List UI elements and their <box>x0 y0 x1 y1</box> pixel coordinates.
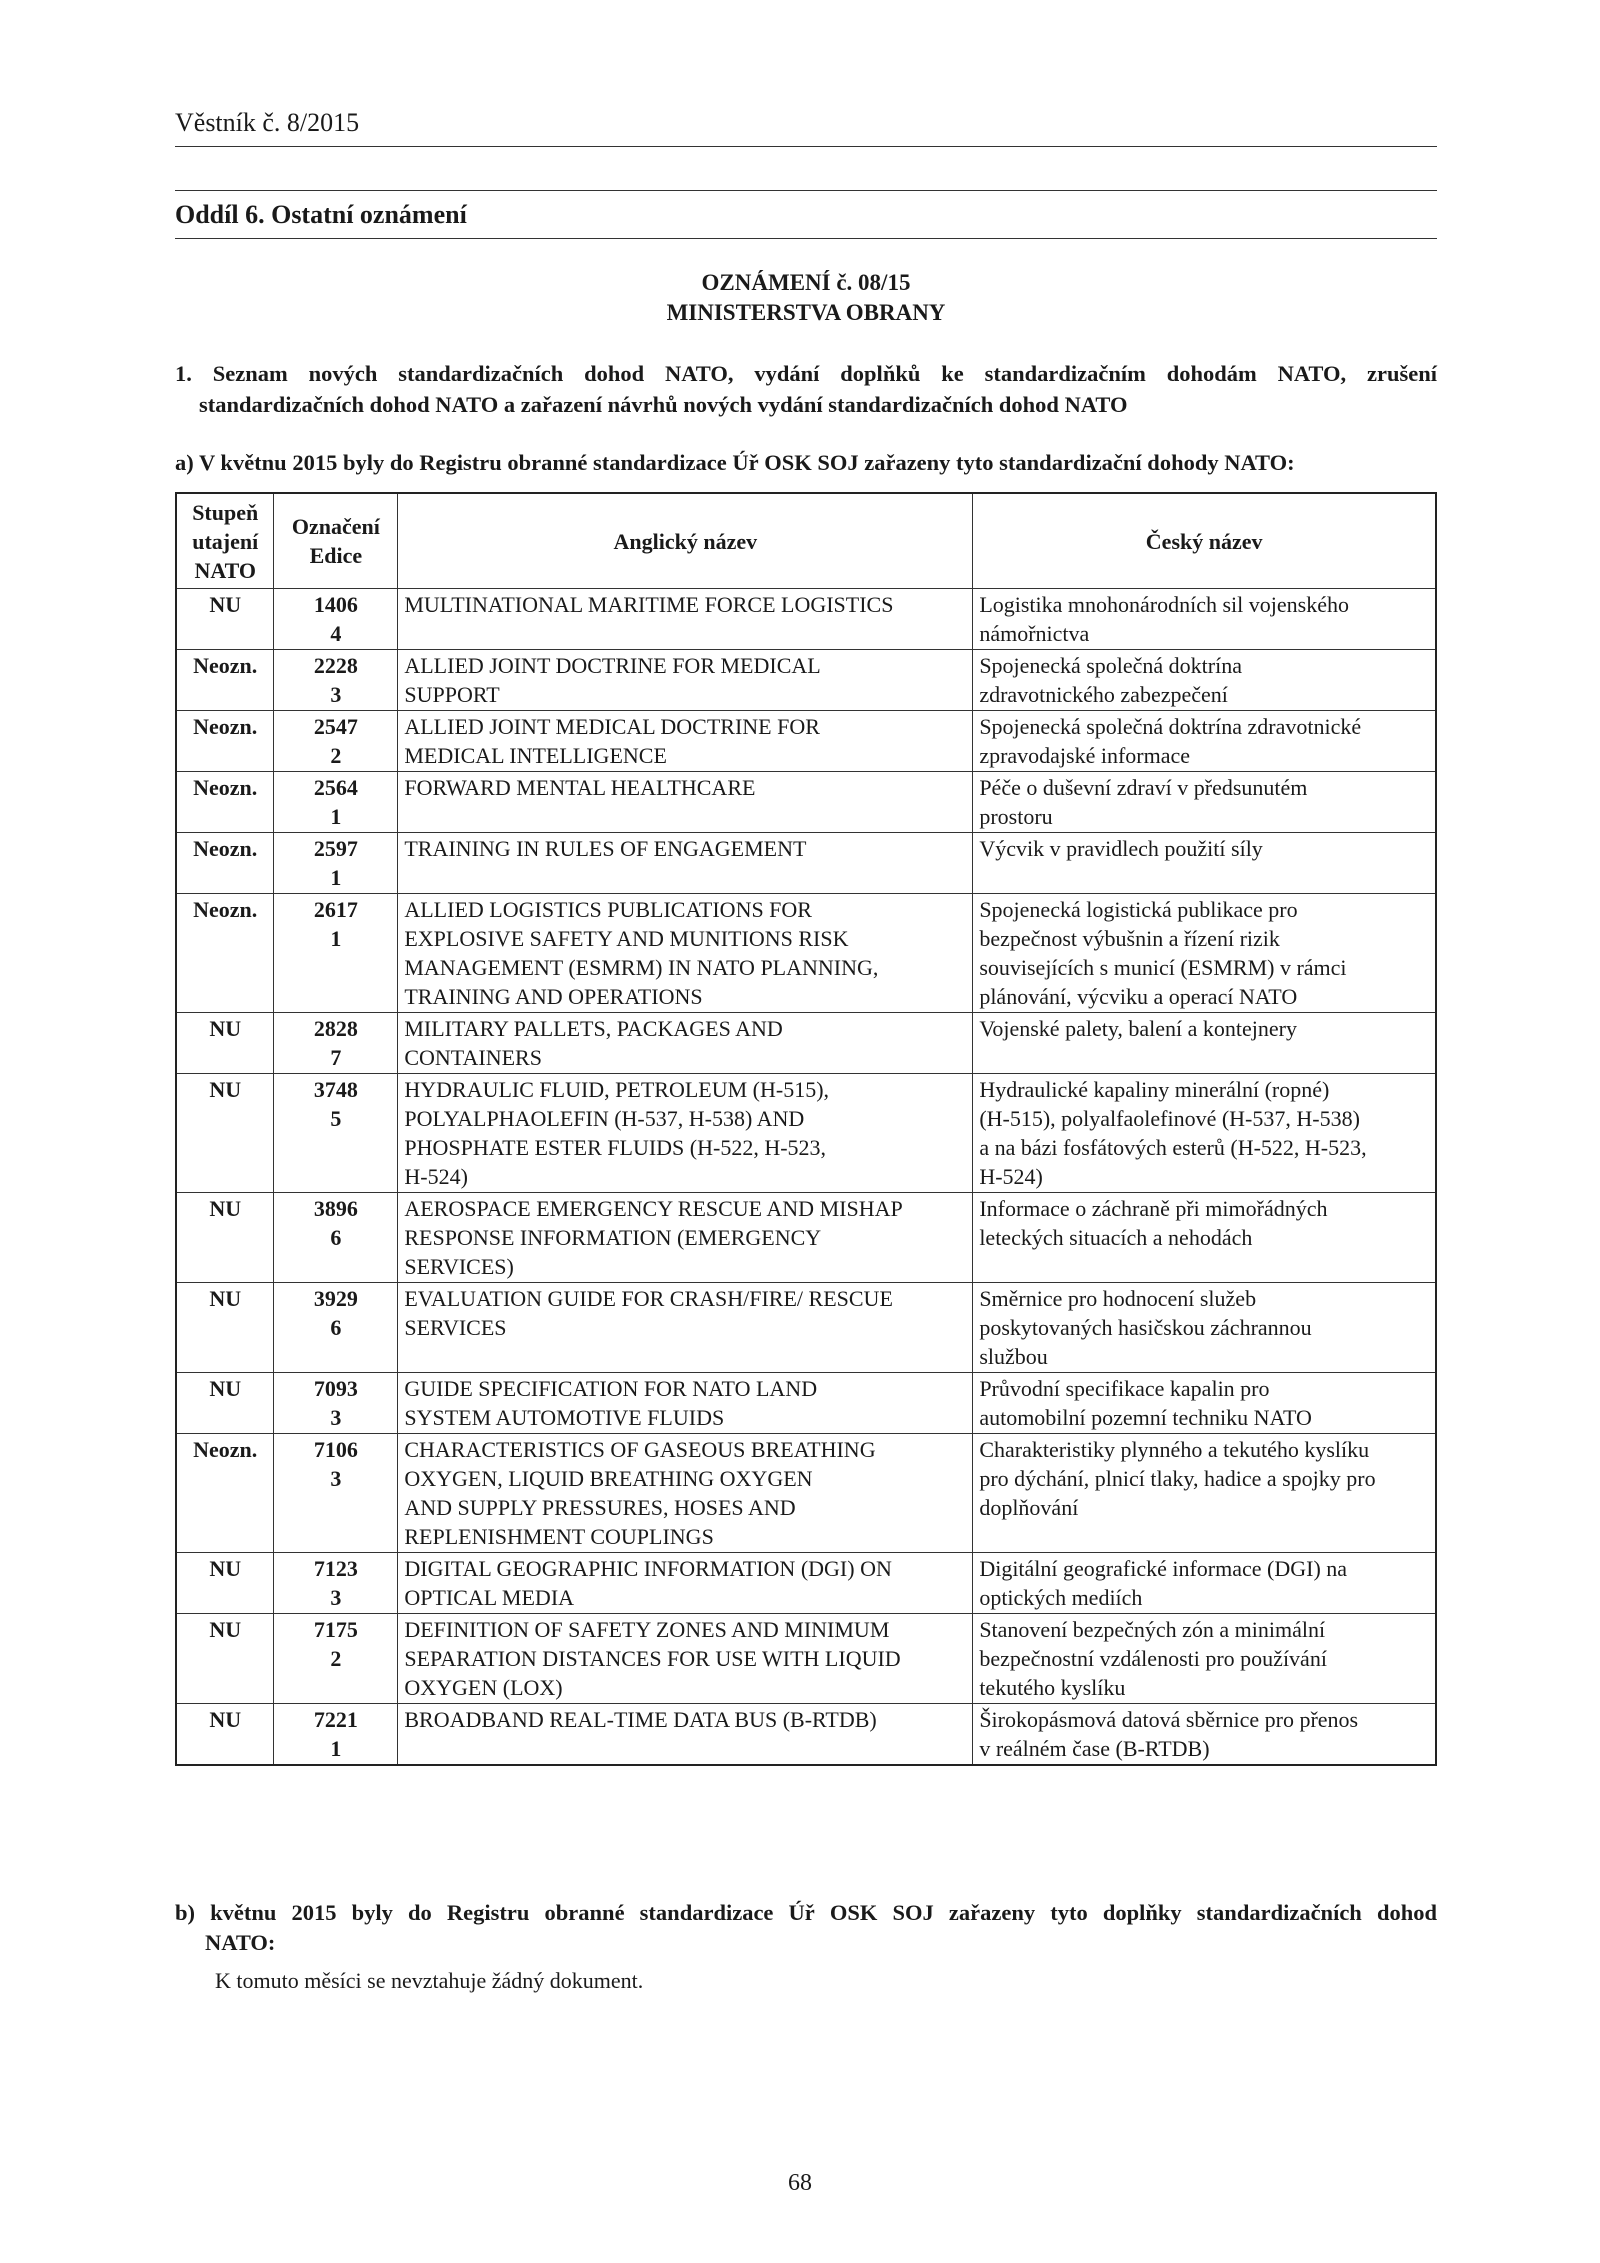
english-name-line: H-524) <box>404 1164 468 1189</box>
stanag-number: 7093 <box>313 1376 358 1401</box>
czech-name-cell <box>973 589 1436 650</box>
designation-cell <box>274 1013 398 1074</box>
table-body <box>176 589 1436 1766</box>
table-row <box>176 1553 1436 1614</box>
intro-paragraph <box>175 358 1437 420</box>
classification-cell: NU <box>176 589 274 650</box>
czech-name-line: Informace o záchraně při mimořádných <box>979 1196 1328 1221</box>
english-name-line: SERVICES <box>404 1315 507 1340</box>
czech-name-cell <box>973 1614 1436 1704</box>
table-row <box>176 833 1436 894</box>
czech-name-line: Spojenecká logistická publikace pro <box>979 897 1298 922</box>
stanag-number: 2564 <box>313 775 358 800</box>
header-classification <box>176 493 274 589</box>
czech-name-line: souvisejících s municí (ESMRM) v rámci <box>979 955 1347 980</box>
header-czech-name: Český název <box>973 493 1436 589</box>
classification-cell: Neozn. <box>176 772 274 833</box>
english-name-line: POLYALPHAOLEFIN (H-537, H-538) AND <box>404 1106 805 1131</box>
stanag-number: 2228 <box>313 653 358 678</box>
page-number: 68 <box>788 2170 812 2196</box>
classification-cell: NU <box>176 1614 274 1704</box>
english-name-line: ALLIED JOINT MEDICAL DOCTRINE FOR <box>404 714 820 739</box>
stanag-number: 7221 <box>313 1707 358 1732</box>
english-name-line: RESPONSE INFORMATION (EMERGENCY <box>404 1225 822 1250</box>
table-row <box>176 772 1436 833</box>
czech-name-cell <box>973 711 1436 772</box>
notice-title-line1: OZNÁMENÍ č. 08/15 <box>701 270 911 295</box>
english-name-cell <box>398 589 973 650</box>
english-name-cell <box>398 1614 973 1704</box>
table-row <box>176 1193 1436 1283</box>
stanag-number: 3896 <box>313 1196 358 1221</box>
czech-name-line: doplňování <box>979 1495 1079 1520</box>
paragraph-b-line: NATO: <box>205 1930 276 1955</box>
classification-cell: NU <box>176 1013 274 1074</box>
english-name-line: CONTAINERS <box>404 1045 542 1070</box>
czech-name-line: Výcvik v pravidlech použití síly <box>979 836 1263 861</box>
designation-cell <box>274 1193 398 1283</box>
english-name-line: MULTINATIONAL MARITIME FORCE LOGISTICS <box>404 592 894 617</box>
english-name-cell <box>398 894 973 1013</box>
english-name-line: CHARACTERISTICS OF GASEOUS BREATHING <box>404 1437 876 1462</box>
stanag-number: 3929 <box>313 1286 358 1311</box>
classification-cell: NU <box>176 1193 274 1283</box>
intro-paragraph-line: standardizačních dohod NATO a zařazení návrhů nových vydání standardizačních dohod NATO <box>199 392 1128 417</box>
stanag-number: 2597 <box>313 836 358 861</box>
czech-name-cell <box>973 1553 1436 1614</box>
designation-cell <box>274 589 398 650</box>
czech-name-line: v reálném čase (B-RTDB) <box>979 1736 1210 1761</box>
czech-name-line: Vojenské palety, balení a kontejnery <box>979 1016 1297 1041</box>
designation-cell <box>274 1074 398 1193</box>
header-english-name: Anglický název <box>398 493 973 589</box>
czech-name-cell <box>973 833 1436 894</box>
edition-number: 7 <box>330 1045 342 1070</box>
czech-name-line: optických mediích <box>979 1585 1143 1610</box>
designation-cell <box>274 1373 398 1434</box>
czech-name-line: Směrnice pro hodnocení služeb <box>979 1286 1257 1311</box>
header-designation-line: Edice <box>309 543 363 568</box>
czech-name-line: bezpečnostní vzdálenosti pro používání <box>979 1646 1327 1671</box>
edition-number: 3 <box>330 682 342 707</box>
designation-cell <box>274 1553 398 1614</box>
english-name-cell <box>398 1283 973 1373</box>
english-name-line: MEDICAL INTELLIGENCE <box>404 743 667 768</box>
header-classification-line: utajení <box>192 528 259 554</box>
designation-cell <box>274 650 398 711</box>
english-name-line: DEFINITION OF SAFETY ZONES AND MINIMUM <box>404 1617 890 1642</box>
header-rule <box>175 146 1437 147</box>
czech-name-cell <box>973 1704 1436 1766</box>
english-name-cell <box>398 1373 973 1434</box>
classification-cell: Neozn. <box>176 1434 274 1553</box>
english-name-cell <box>398 1434 973 1553</box>
table-row <box>176 1614 1436 1704</box>
czech-name-line: Charakteristiky plynného a tekutého kyslíku <box>979 1437 1370 1462</box>
stanag-number: 7106 <box>313 1437 358 1462</box>
english-name-line: TRAINING AND OPERATIONS <box>404 984 703 1009</box>
header-classification-line: Stupeň <box>192 499 259 525</box>
czech-name-cell <box>973 1373 1436 1434</box>
table-row <box>176 1373 1436 1434</box>
english-name-line: SYSTEM AUTOMOTIVE FLUIDS <box>404 1405 725 1430</box>
stanag-number: 1406 <box>313 592 358 617</box>
edition-number: 6 <box>330 1225 342 1250</box>
english-name-line: OPTICAL MEDIA <box>404 1585 575 1610</box>
english-name-line: HYDRAULIC FLUID, PETROLEUM (H-515), <box>404 1077 830 1102</box>
classification-cell: NU <box>176 1283 274 1373</box>
section-rule-top <box>175 190 1437 191</box>
czech-name-line: zdravotnického zabezpečení <box>979 682 1228 707</box>
classification-cell: Neozn. <box>176 894 274 1013</box>
czech-name-line: zpravodajské informace <box>979 743 1191 768</box>
czech-name-cell <box>973 1283 1436 1373</box>
czech-name-line: pro dýchání, plnicí tlaky, hadice a spojky pro <box>979 1466 1376 1491</box>
czech-name-line: plánování, výcviku a operací NATO <box>979 984 1298 1009</box>
english-name-line: PHOSPHATE ESTER FLUIDS (H-522, H-523, <box>404 1135 827 1160</box>
english-name-cell <box>398 650 973 711</box>
english-name-line: AEROSPACE EMERGENCY RESCUE AND MISHAP <box>404 1196 903 1221</box>
english-name-line: ALLIED LOGISTICS PUBLICATIONS FOR <box>404 897 812 922</box>
english-name-line: BROADBAND REAL-TIME DATA BUS (B-RTDB) <box>404 1707 877 1732</box>
english-name-line: GUIDE SPECIFICATION FOR NATO LAND <box>404 1376 818 1401</box>
stanag-number: 3748 <box>313 1077 358 1102</box>
czech-name-line: Logistika mnohonárodních sil vojenského <box>979 592 1349 617</box>
czech-name-cell <box>973 650 1436 711</box>
stanag-number: 7175 <box>313 1617 358 1642</box>
stanag-number: 2547 <box>313 714 358 739</box>
designation-cell <box>274 1434 398 1553</box>
designation-cell <box>274 894 398 1013</box>
stanag-number: 2828 <box>313 1016 358 1041</box>
edition-number: 3 <box>330 1466 342 1491</box>
english-name-cell <box>398 833 973 894</box>
edition-number: 4 <box>330 621 342 646</box>
table-row <box>176 1283 1436 1373</box>
edition-number: 1 <box>330 1736 342 1761</box>
header-title: Věstník č. 8/2015 <box>175 108 360 137</box>
czech-name-line: Digitální geografické informace (DGI) na <box>979 1556 1348 1581</box>
czech-name-line: Spojenecká společná doktrína zdravotnické <box>979 714 1362 739</box>
designation-cell <box>274 1614 398 1704</box>
edition-number: 2 <box>330 743 342 768</box>
czech-name-line: službou <box>979 1344 1048 1369</box>
table-row <box>176 1013 1436 1074</box>
english-name-cell <box>398 772 973 833</box>
czech-name-line: Péče o duševní zdraví v předsunutém <box>979 775 1308 800</box>
edition-number: 6 <box>330 1315 342 1340</box>
czech-name-line: Širokopásmová datová sběrnice pro přenos <box>979 1707 1359 1732</box>
english-name-line: OXYGEN, LIQUID BREATHING OXYGEN <box>404 1466 813 1491</box>
english-name-line: SERVICES) <box>404 1254 514 1279</box>
english-name-line: OXYGEN (LOX) <box>404 1675 563 1700</box>
czech-name-line: Stanovení bezpečných zón a minimální <box>979 1617 1326 1642</box>
section-rule-bottom <box>175 238 1437 239</box>
english-name-cell <box>398 1193 973 1283</box>
paragraph-b <box>175 1898 1437 1958</box>
english-name-line: ALLIED JOINT DOCTRINE FOR MEDICAL <box>404 653 821 678</box>
paragraph-b-line: b) květnu 2015 byly do Registru obranné standardizace Úř OSK SOJ zařazeny tyto doplňky standardizačních dohod <box>175 1900 1437 1925</box>
english-name-line: DIGITAL GEOGRAPHIC INFORMATION (DGI) ON <box>404 1556 892 1581</box>
classification-cell: NU <box>176 1074 274 1193</box>
english-name-cell <box>398 1013 973 1074</box>
english-name-line: SEPARATION DISTANCES FOR USE WITH LIQUID <box>404 1646 901 1671</box>
edition-number: 1 <box>330 804 342 829</box>
edition-number: 3 <box>330 1405 342 1430</box>
classification-cell: Neozn. <box>176 711 274 772</box>
classification-cell: NU <box>176 1373 274 1434</box>
classification-cell: NU <box>176 1553 274 1614</box>
czech-name-line: automobilní pozemní techniku NATO <box>979 1405 1312 1430</box>
czech-name-cell <box>973 894 1436 1013</box>
english-name-line: SUPPORT <box>404 682 500 707</box>
english-name-line: MILITARY PALLETS, PACKAGES AND <box>404 1016 783 1041</box>
standards-table <box>175 492 1437 1766</box>
czech-name-line: a na bázi fosfátových esterů (H-522, H-523, <box>979 1135 1367 1160</box>
czech-name-line: poskytovaných hasičskou záchrannou <box>979 1315 1312 1340</box>
edition-number: 1 <box>330 865 342 890</box>
stanag-number: 2617 <box>313 897 358 922</box>
czech-name-cell <box>973 1013 1436 1074</box>
designation-cell <box>274 711 398 772</box>
czech-name-line: Průvodní specifikace kapalin pro <box>979 1376 1270 1401</box>
czech-name-cell <box>973 772 1436 833</box>
table-header-row <box>176 493 1436 589</box>
section-title: Oddíl 6. Ostatní oznámení <box>175 200 467 229</box>
table-row <box>176 1704 1436 1766</box>
czech-name-line: prostoru <box>979 804 1053 829</box>
edition-number: 1 <box>330 926 342 951</box>
english-name-cell <box>398 1704 973 1766</box>
english-name-line: REPLENISHMENT COUPLINGS <box>404 1524 714 1549</box>
paragraph-a: a) V květnu 2015 byly do Registru obranné standardizace Úř OSK SOJ zařazeny tyto standardizační dohody NATO: <box>175 450 1295 475</box>
paragraph-b-text: K tomuto měsíci se nevztahuje žádný dokument. <box>215 1968 644 1993</box>
english-name-line: TRAINING IN RULES OF ENGAGEMENT <box>404 836 807 861</box>
czech-name-line: námořnictva <box>979 621 1090 646</box>
edition-number: 3 <box>330 1585 342 1610</box>
table-row <box>176 894 1436 1013</box>
classification-cell: Neozn. <box>176 833 274 894</box>
classification-cell: NU <box>176 1704 274 1766</box>
english-name-cell <box>398 711 973 772</box>
czech-name-line: Hydraulické kapaliny minerální (ropné) <box>979 1077 1330 1102</box>
designation-cell <box>274 772 398 833</box>
english-name-line: MANAGEMENT (ESMRM) IN NATO PLANNING, <box>404 955 879 980</box>
table-row <box>176 711 1436 772</box>
intro-paragraph-line: 1. Seznam nových standardizačních dohod NATO, vydání doplňků ke standardizačním dohodám NATO, zrušení <box>175 361 1437 386</box>
english-name-cell <box>398 1074 973 1193</box>
header-designation-line: Označení <box>291 514 380 539</box>
notice-title-line2: MINISTERSTVA OBRANY <box>666 300 946 325</box>
english-name-line: EXPLOSIVE SAFETY AND MUNITIONS RISK <box>404 926 849 951</box>
czech-name-cell <box>973 1074 1436 1193</box>
czech-name-cell <box>973 1434 1436 1553</box>
english-name-line: EVALUATION GUIDE FOR CRASH/FIRE/ RESCUE <box>404 1286 893 1311</box>
designation-cell <box>274 1704 398 1766</box>
stanag-number: 7123 <box>313 1556 358 1581</box>
edition-number: 5 <box>330 1106 342 1131</box>
czech-name-line: H-524) <box>979 1164 1043 1189</box>
table-row <box>176 589 1436 650</box>
classification-cell: Neozn. <box>176 650 274 711</box>
czech-name-line: Spojenecká společná doktrína <box>979 653 1243 678</box>
english-name-line: AND SUPPLY PRESSURES, HOSES AND <box>404 1495 796 1520</box>
edition-number: 2 <box>330 1646 342 1671</box>
english-name-line: FORWARD MENTAL HEALTHCARE <box>404 775 756 800</box>
czech-name-cell <box>973 1193 1436 1283</box>
designation-cell <box>274 1283 398 1373</box>
header-designation <box>274 493 398 589</box>
table-row <box>176 1434 1436 1553</box>
czech-name-line: (H-515), polyalfaolefinové (H-537, H-538) <box>979 1106 1360 1131</box>
header-classification-line: NATO <box>194 557 256 583</box>
czech-name-line: tekutého kyslíku <box>979 1675 1126 1700</box>
czech-name-line: leteckých situacích a nehodách <box>979 1225 1253 1250</box>
designation-cell <box>274 833 398 894</box>
czech-name-line: bezpečnost výbušnin a řízení rizik <box>979 926 1280 951</box>
english-name-cell <box>398 1553 973 1614</box>
table-row <box>176 650 1436 711</box>
table-row <box>176 1074 1436 1193</box>
